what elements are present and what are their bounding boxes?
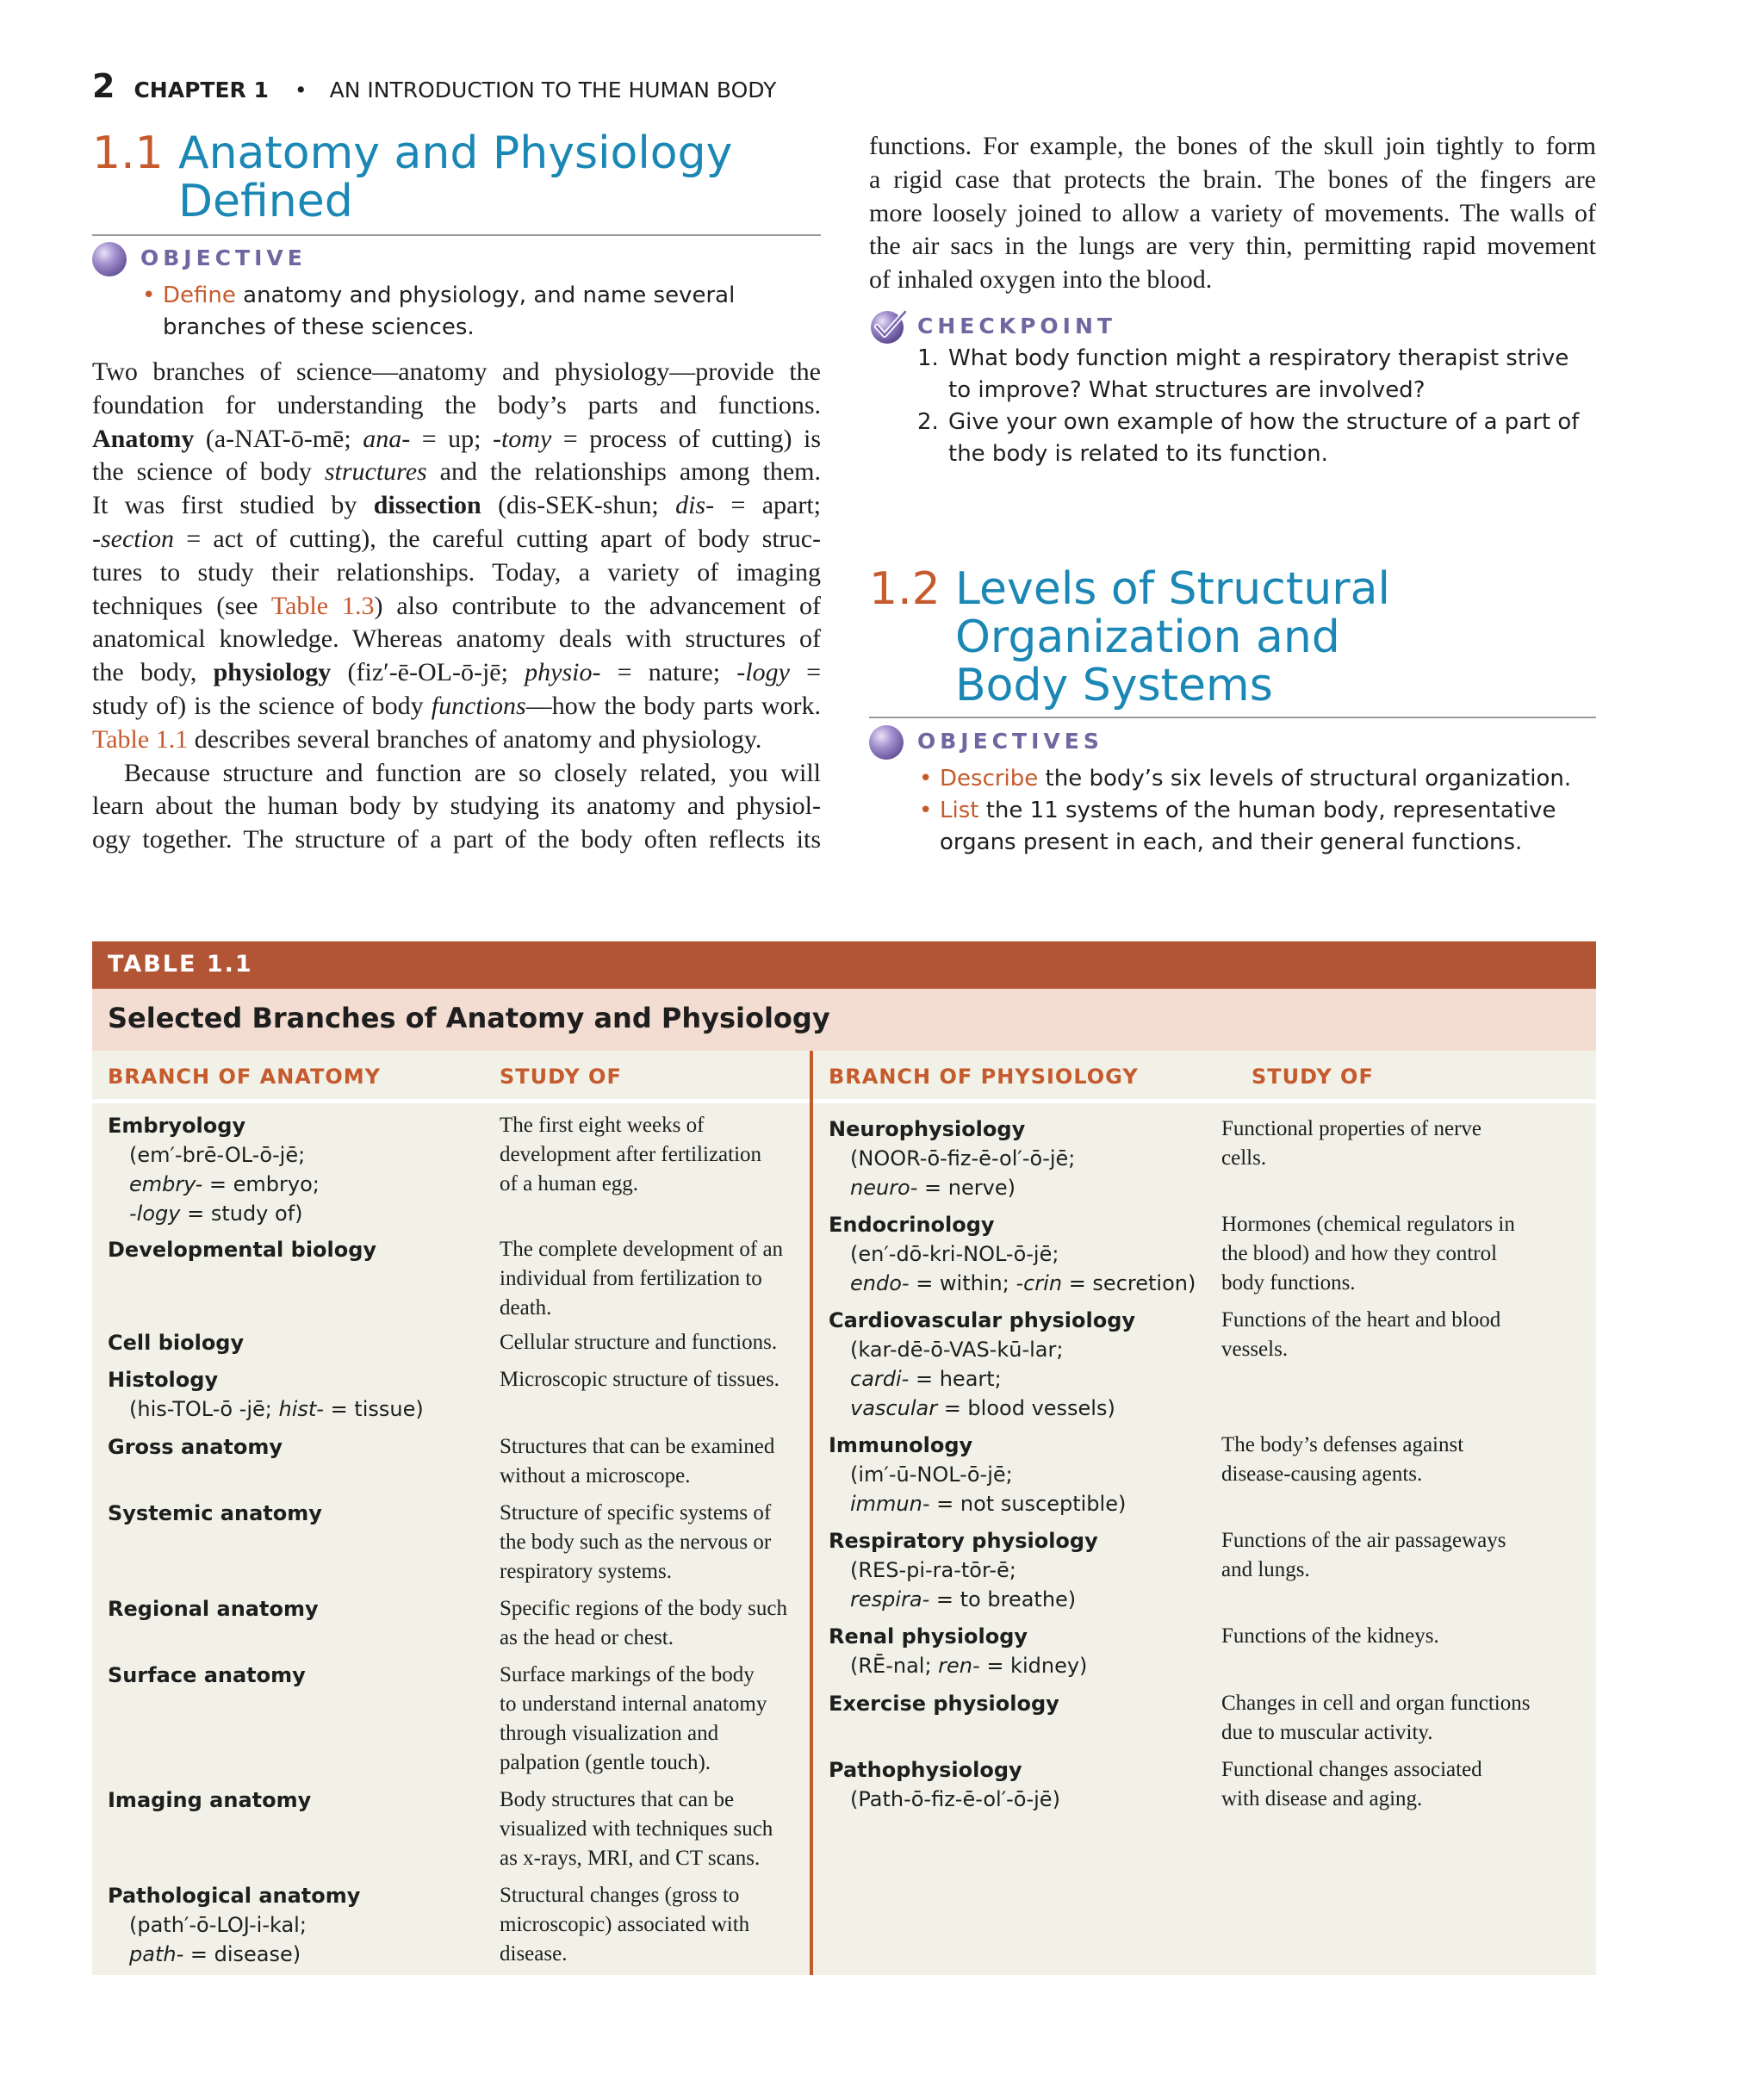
section-1-1-heading [92, 129, 732, 226]
section-1-2-heading [869, 565, 1390, 710]
etymology [108, 1170, 500, 1199]
text-span: dis- [675, 491, 715, 520]
pronunciation: (Path-ō-fiz-ē-ol′-ō-jē) [850, 1787, 1060, 1811]
col-header-study-of: STUDY OF [500, 1065, 622, 1089]
study-line: Cellular structure and functions. [500, 1331, 778, 1354]
text-line: functions. For example, the bones of the skull join tightly to form [869, 132, 1596, 160]
section-rule [92, 234, 821, 236]
text-span: structures [324, 457, 427, 487]
text-line: tures to study their relationships. Today, a variety of imaging [92, 557, 821, 587]
table-row [829, 1526, 1566, 1614]
branch-cell [829, 1622, 1221, 1680]
checkpoint-label: CHECKPOINT [917, 314, 1116, 338]
header-rule [813, 1099, 1596, 1103]
table-row [108, 1328, 810, 1357]
meaning: = embryo; [202, 1172, 320, 1196]
branch-name: Gross anatomy [108, 1435, 283, 1459]
text-line: Because structure and function are so closely related, you will [124, 758, 821, 787]
text-span: the body, [92, 658, 214, 687]
text-line: of inhaled oxygen into the blood. [869, 265, 1213, 294]
study-line: vessels. [1221, 1338, 1289, 1361]
header-bullet: • [294, 78, 307, 102]
study-line: through visualization and [500, 1722, 719, 1745]
text-span: = process of cutting) is [551, 424, 821, 453]
branch-name: Histology [108, 1368, 219, 1392]
meaning: = disease) [183, 1942, 301, 1966]
branch-name: Developmental biology [108, 1238, 377, 1262]
study-line: The complete development of an [500, 1238, 784, 1261]
study-cell [500, 1432, 810, 1491]
chapter-title: AN INTRODUCTION TO THE HUMAN BODY [329, 78, 777, 102]
text-line: learn about the human body by studying its anatomy and physiol- [92, 792, 821, 821]
study-line: Functions of the air passageways [1221, 1529, 1506, 1552]
table-row [108, 1365, 810, 1424]
table-row [108, 1499, 810, 1587]
branch-name: Embryology [108, 1114, 246, 1138]
item-text: the body is related to its function. [948, 441, 1328, 467]
pronunciation: (im′-ū-NOL-ō-jē; [850, 1462, 1013, 1487]
text-span: functions [431, 691, 526, 720]
table-body [92, 1051, 1596, 1975]
table-row [108, 1785, 810, 1873]
root: ren- [938, 1654, 980, 1678]
objective-label: OBJECTIVE [140, 245, 307, 270]
paragraph-1 [92, 356, 821, 723]
bullet: • [919, 798, 933, 823]
study-line: Structure of specific systems of [500, 1501, 772, 1524]
etymology [829, 1173, 1221, 1202]
table-row [829, 1689, 1566, 1748]
etymology [108, 1940, 500, 1969]
study-line: due to muscular activity. [1221, 1721, 1433, 1744]
bullet: • [919, 766, 933, 792]
study-line: palpation (gentle touch). [500, 1751, 711, 1774]
study-line: to understand internal anatomy [500, 1692, 767, 1716]
section-number: 1.1 [92, 127, 164, 179]
branch-name: Pathological anatomy [108, 1884, 361, 1908]
item-text: to improve? What structures are involved? [948, 377, 1425, 403]
study-line: Specific regions of the body such [500, 1597, 787, 1620]
pron-text: (his-TOL-ō -jē; [129, 1397, 279, 1421]
study-line: Surface markings of the body [500, 1663, 755, 1686]
study-line: death. [500, 1296, 552, 1320]
objectives-block [869, 725, 1596, 863]
item-number: 1. [917, 345, 939, 371]
branch-cell [829, 1689, 1221, 1748]
branch-name: Systemic anatomy [108, 1501, 322, 1525]
meaning: = tissue) [323, 1397, 424, 1421]
study-line: respiratory systems. [500, 1560, 672, 1583]
branch-cell [108, 1661, 500, 1778]
pronunciation: (em′-brē-OL-ō-jē; [129, 1143, 306, 1167]
objective-block [92, 242, 821, 340]
study-line: individual from fertilization to [500, 1267, 762, 1290]
text-span: (fiz′-ē-OL-ō-jē; [331, 658, 525, 687]
chapter-label: CHAPTER 1 [134, 78, 269, 102]
text-span: It was first studied by [92, 491, 374, 520]
study-line: Functions of the heart and blood [1221, 1308, 1501, 1332]
branch-name: Cardiovascular physiology [829, 1308, 1136, 1332]
root: cardi- [850, 1367, 910, 1391]
etymology [829, 1489, 1221, 1518]
table-row [829, 1431, 1566, 1518]
table-1-3-link[interactable]: Table 1.3 [270, 591, 375, 620]
study-cell [500, 1594, 810, 1653]
root: neuro- [850, 1176, 918, 1200]
study-line: Body structures that can be [500, 1788, 735, 1811]
branch-name: Surface anatomy [108, 1663, 306, 1687]
objective-keyword: Define [163, 283, 236, 308]
meaning: = heart; [909, 1367, 1002, 1391]
branch-cell [829, 1755, 1221, 1814]
table-row [108, 1881, 810, 1969]
text-span: and the relationships among them. [426, 457, 821, 487]
etymology [108, 1199, 500, 1228]
text-span: -tomy [492, 424, 552, 453]
pronunciation: (RES-pi-ra-tōr-ē; [850, 1558, 1016, 1582]
section-number: 1.2 [869, 563, 941, 615]
text-span: study of) is the science of body [92, 691, 432, 720]
branch-cell [108, 1111, 500, 1228]
branch-name: Regional anatomy [108, 1597, 319, 1621]
pronunciation [108, 1394, 500, 1424]
table-row [108, 1432, 810, 1491]
pron-text: (RĒ-nal; [850, 1654, 939, 1678]
study-cell [1221, 1115, 1566, 1202]
text-span: physio- [525, 658, 601, 687]
meaning: = to breathe) [929, 1587, 1077, 1611]
table-row [829, 1306, 1566, 1423]
etymology [829, 1585, 1221, 1614]
branch-cell [108, 1785, 500, 1873]
body-text-right-end [869, 264, 1596, 297]
branch-name: Neurophysiology [829, 1117, 1026, 1141]
branch-cell [108, 1328, 500, 1357]
text-span: -logy [736, 658, 790, 687]
branch-name: Endocrinology [829, 1213, 995, 1237]
section-title-line: Defined [178, 176, 353, 227]
col-header-study-of: STUDY OF [1252, 1065, 1374, 1089]
table-row [829, 1755, 1566, 1814]
study-cell [1221, 1210, 1566, 1298]
study-cell [500, 1235, 810, 1323]
term-anatomy: Anatomy [92, 424, 195, 453]
root: respira- [850, 1587, 930, 1611]
root: -crin [1016, 1271, 1063, 1295]
table-row [829, 1115, 1566, 1202]
branch-cell [108, 1235, 500, 1323]
branch-name: Exercise physiology [829, 1692, 1059, 1716]
col-header-branch-of-anatomy: BRANCH OF ANATOMY [108, 1065, 382, 1089]
branch-name: Pathophysiology [829, 1758, 1022, 1782]
branch-cell [829, 1115, 1221, 1202]
text-span: (dis-SEK-shun; [481, 491, 676, 520]
objective-list [142, 280, 735, 344]
branch-cell [108, 1881, 500, 1969]
study-line: as the head or chest. [500, 1626, 674, 1649]
meaning: = kidney) [979, 1654, 1088, 1678]
etymology [829, 1269, 1221, 1298]
study-cell [1221, 1306, 1566, 1423]
pronunciation: (path′-ō-LOJ-i-kal; [129, 1913, 307, 1937]
meaning: = blood vessels) [937, 1396, 1115, 1420]
table-row [108, 1111, 810, 1228]
objective-text: the body’s six levels of structural organization. [1038, 766, 1572, 792]
branch-name: Immunology [829, 1433, 973, 1457]
branch-name: Renal physiology [829, 1624, 1028, 1649]
column-divider [810, 1051, 813, 1975]
item-text: Give your own example of how the structure of a part of [948, 409, 1580, 435]
checkpoint-icon [869, 308, 909, 345]
study-cell [1221, 1622, 1566, 1680]
study-cell [500, 1365, 810, 1424]
branch-cell [108, 1432, 500, 1491]
table-row [108, 1594, 810, 1653]
text-line: ogy together. The structure of a part of the body often reflects its [92, 825, 821, 854]
body-text-left [92, 356, 821, 857]
table-label: TABLE 1.1 [108, 951, 253, 978]
study-line: microscopic) associated with [500, 1913, 750, 1936]
objective-icon [92, 242, 127, 276]
objectives-label: OBJECTIVES [917, 729, 1103, 754]
table-label-band [92, 941, 1596, 989]
table-1-1-link[interactable]: Table 1.1 [92, 724, 189, 754]
meaning: = secretion) [1062, 1271, 1196, 1295]
objective-list [919, 763, 1571, 859]
text-span: = act of cutting), the careful cutting apart of body struc- [173, 524, 821, 553]
objective-text: organs present in each, and their general functions. [940, 829, 1523, 855]
text-span: (a-NAT-ō-mē; [194, 424, 363, 453]
text-span: ) also contribute to the advancement of [374, 591, 822, 620]
table-row [108, 1235, 810, 1323]
study-cell [1221, 1689, 1566, 1748]
branch-cell [829, 1210, 1221, 1298]
study-line: Hormones (chemical regulators in [1221, 1213, 1515, 1236]
study-cell [500, 1661, 810, 1778]
text-span: = [789, 658, 821, 687]
study-line: with disease and aging. [1221, 1787, 1423, 1810]
root: embry- [129, 1172, 203, 1196]
study-line: Structures that can be examined [500, 1435, 775, 1458]
study-line: The first eight weeks of [500, 1114, 705, 1137]
study-line: and lungs. [1221, 1558, 1310, 1581]
objective-text: the 11 systems of the human body, representative [978, 798, 1556, 823]
study-line: as x-rays, MRI, and CT scans. [500, 1847, 761, 1870]
paragraph-1-end [92, 723, 821, 757]
study-line: without a microscope. [500, 1464, 691, 1487]
pronunciation [829, 1651, 1221, 1680]
etymology [829, 1394, 1221, 1423]
section-title-line: Organization and [955, 612, 1340, 663]
study-line: the blood) and how they control [1221, 1242, 1498, 1265]
pronunciation: (NOOR-ō-fiz-ē-ol′-ō-jē; [850, 1146, 1076, 1171]
branch-cell [108, 1594, 500, 1653]
text-span: techniques (see [92, 591, 271, 620]
study-line: disease. [500, 1942, 568, 1965]
page-number: 2 [92, 67, 115, 105]
section-title [955, 565, 1390, 710]
objective-item [919, 795, 1571, 859]
meaning: = nerve) [917, 1176, 1016, 1200]
branch-name: Respiratory physiology [829, 1529, 1098, 1553]
root: path- [129, 1942, 184, 1966]
text-span: describes several branches of anatomy and physiology. [188, 724, 762, 754]
study-line: cells. [1221, 1146, 1267, 1170]
text-line: more loosely joined to allow a variety of movements. The walls of [869, 198, 1596, 227]
study-line: Changes in cell and organ functions [1221, 1692, 1531, 1715]
table-title-bar [92, 989, 1596, 1051]
col-header-branch-of-physiology: BRANCH OF PHYSIOLOGY [829, 1065, 1139, 1089]
table-title: Selected Branches of Anatomy and Physiology [108, 1002, 830, 1034]
objective-item [919, 763, 1571, 795]
study-line: body functions. [1221, 1271, 1356, 1295]
study-line: Structural changes (gross to [500, 1884, 740, 1907]
text-line: the air sacs in the lungs are very thin, permitting rapid movement [869, 232, 1596, 261]
root: vascular [850, 1396, 938, 1420]
branch-cell [108, 1499, 500, 1587]
branch-cell [829, 1431, 1221, 1518]
checkpoint-block [869, 308, 1596, 472]
text-span: = apart; [714, 491, 821, 520]
table-row [829, 1622, 1566, 1680]
branch-cell [829, 1306, 1221, 1423]
study-line: Functional properties of nerve [1221, 1117, 1481, 1140]
paragraph-2 [92, 757, 821, 857]
study-line: Functional changes associated [1221, 1758, 1482, 1781]
meaning: = not susceptible) [929, 1492, 1127, 1516]
objective-keyword: List [940, 798, 979, 823]
bullet: • [142, 283, 156, 308]
text-span: -section [92, 524, 174, 553]
item-text: What body function might a respiratory therapist strive [948, 345, 1569, 371]
root: immun- [850, 1492, 930, 1516]
root: hist- [278, 1397, 324, 1421]
objective-text: anatomy and physiology, and name several [235, 283, 736, 308]
text-span: = up; [410, 424, 493, 453]
objective-icon [869, 725, 904, 760]
branch-cell [108, 1365, 500, 1424]
item-number: 2. [917, 409, 939, 435]
root: -logy [129, 1202, 181, 1226]
text-line: Two branches of science—anatomy and physiology—provide the [92, 357, 821, 386]
study-line: development after fertilization [500, 1143, 762, 1166]
body-text-right [869, 130, 1596, 264]
study-cell [1221, 1431, 1566, 1518]
study-cell [500, 1785, 810, 1873]
objective-text: branches of these sciences. [163, 314, 475, 340]
term-dissection: dissection [373, 491, 481, 520]
objective-item [142, 280, 735, 344]
study-line: Functions of the kidneys. [1221, 1624, 1439, 1648]
branch-cell [829, 1526, 1221, 1614]
study-cell [1221, 1755, 1566, 1814]
study-line: The body’s defenses against [1221, 1433, 1464, 1456]
branch-name: Imaging anatomy [108, 1788, 312, 1812]
section-rule [869, 717, 1596, 718]
branch-name: Cell biology [108, 1331, 245, 1355]
study-line: of a human egg. [500, 1172, 639, 1195]
meaning: = study of) [180, 1202, 303, 1226]
checkpoint-item [917, 407, 1606, 470]
text-line: a rigid case that protects the brain. The bones of the fingers are [869, 165, 1596, 194]
term-physiology: physiology [213, 658, 332, 687]
running-header [92, 67, 776, 105]
text-span: ana- [363, 424, 411, 453]
section-title-line: Anatomy and Physiology [178, 127, 733, 179]
meaning: = within; [909, 1271, 1016, 1295]
study-cell [500, 1111, 810, 1228]
study-line: disease-causing agents. [1221, 1462, 1423, 1486]
study-cell [500, 1881, 810, 1969]
checkpoint-item [917, 343, 1606, 407]
study-cell [1221, 1526, 1566, 1614]
text-span: —how the body parts work. [525, 691, 821, 720]
text-span: the science of body [92, 457, 325, 487]
section-title-line: Body Systems [955, 660, 1273, 711]
paragraph-3 [869, 130, 1596, 264]
table-row [108, 1661, 810, 1778]
section-title-line: Levels of Structural [955, 563, 1390, 615]
section-title [178, 129, 732, 226]
etymology [829, 1364, 1221, 1394]
study-cell [500, 1328, 810, 1357]
checkpoint-list [917, 343, 1606, 470]
study-line: the body such as the nervous or [500, 1531, 772, 1554]
study-line: visualized with techniques such [500, 1817, 773, 1841]
header-rule [92, 1099, 810, 1103]
text-line: anatomical knowledge. Whereas anatomy deals with structures of [92, 624, 821, 654]
pronunciation: (en′-dō-kri-NOL-ō-jē; [850, 1242, 1059, 1266]
text-span: = nature; [600, 658, 737, 687]
study-cell [500, 1499, 810, 1587]
objective-keyword: Describe [940, 766, 1039, 792]
root: endo- [850, 1271, 910, 1295]
pronunciation: (kar-dē-ō-VAS-kū-lar; [850, 1338, 1064, 1362]
text-line: foundation for understanding the body’s parts and functions. [92, 390, 821, 419]
study-line: Microscopic structure of tissues. [500, 1368, 780, 1391]
table-row [829, 1210, 1566, 1298]
